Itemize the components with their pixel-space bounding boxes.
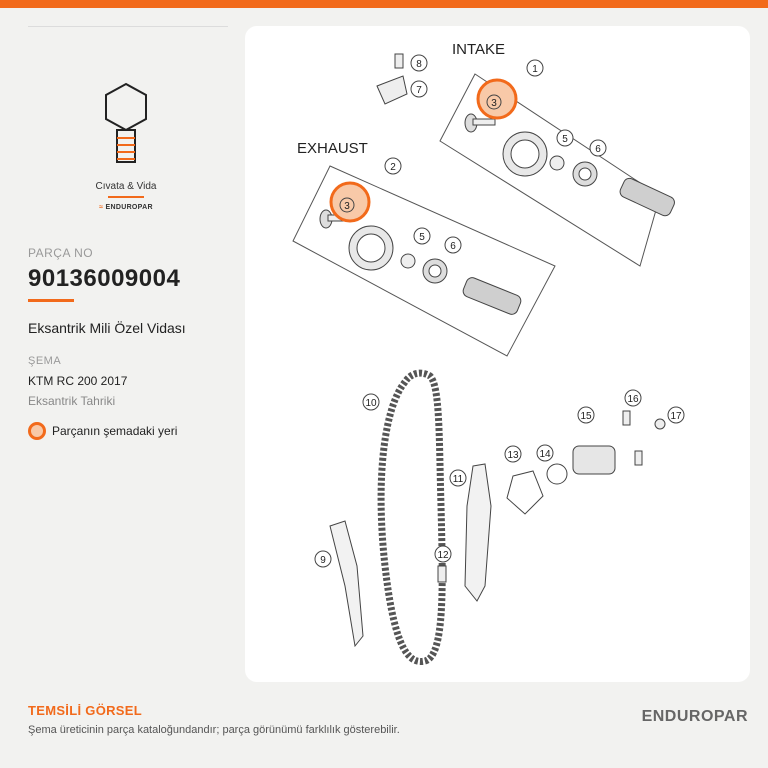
callout-12: 12 — [437, 550, 449, 561]
guide-rail — [330, 521, 363, 646]
legend — [28, 422, 177, 440]
sidebar-divider — [28, 26, 228, 27]
schema-label: ŞEMA — [28, 355, 62, 367]
exploded-diagram — [245, 26, 750, 682]
callout-7: 7 — [416, 85, 422, 96]
callout-5-intake: 5 — [562, 134, 568, 145]
callout-1: 1 — [532, 64, 538, 75]
part-7-bracket — [377, 76, 407, 104]
intake-frame — [440, 74, 660, 266]
category-underline — [108, 196, 144, 198]
callout-6-intake: 6 — [595, 144, 601, 155]
tensioner-rail — [465, 464, 491, 601]
schema-model: KTM RC 200 2017 — [28, 374, 128, 388]
part-16-bolt — [623, 411, 630, 425]
highlight-exhaust-screw — [331, 183, 369, 221]
part-17-plug — [655, 419, 665, 429]
callout-2: 2 — [390, 162, 396, 173]
chain-tensioner — [573, 446, 615, 474]
tensioner-gasket — [507, 471, 543, 514]
schema-group: Eksantrik Tahriki — [28, 394, 116, 408]
callout-10: 10 — [365, 398, 377, 409]
part-12-bolt — [438, 566, 446, 582]
top-accent-bar — [0, 0, 768, 8]
bolt-icon — [100, 82, 152, 166]
part-number-underline — [28, 299, 74, 302]
part-number: 90136009004 — [28, 265, 181, 292]
diagram-card — [245, 26, 750, 682]
callout-17: 17 — [670, 411, 682, 422]
part-number-label: PARÇA NO — [28, 246, 94, 260]
exhaust-washer — [401, 254, 415, 268]
callout-3-exhaust: 3 — [344, 201, 350, 212]
callout-3-intake: 3 — [491, 98, 497, 109]
legend-text: Parçanın şemadaki yeri — [52, 424, 178, 438]
exhaust-label: EXHAUST — [297, 140, 368, 157]
part-name: Eksantrik Mili Özel Vidası — [28, 320, 186, 336]
callout-11: 11 — [452, 474, 464, 485]
intake-label: INTAKE — [452, 41, 506, 58]
timing-chain — [381, 373, 442, 661]
o-ring — [547, 464, 567, 484]
brand-logo-small: ≈ ENDUROPAR — [99, 204, 153, 211]
callout-5-exhaust: 5 — [419, 232, 425, 243]
exhaust-camshaft — [461, 276, 522, 316]
part-16-bolt-2 — [635, 451, 642, 465]
footer-brand: ENDUROPAR — [641, 708, 748, 725]
part-8-bolt — [395, 54, 403, 68]
highlight-intake-screw — [478, 80, 516, 118]
footer-note: Şema üreticinin parça kataloğundandır; parça görünümü farklılık gösterebilir. — [28, 724, 400, 736]
footer-title: TEMSİLİ GÖRSEL — [28, 703, 142, 718]
highlight-marker-icon — [28, 422, 46, 440]
callout-13: 13 — [507, 450, 519, 461]
intake-washer — [550, 156, 564, 170]
category-label: Cıvata & Vida — [95, 181, 157, 192]
callout-14: 14 — [539, 449, 551, 460]
callout-9: 9 — [320, 555, 326, 566]
callout-15: 15 — [580, 411, 592, 422]
callout-6-exhaust: 6 — [450, 241, 456, 252]
callout-16: 16 — [627, 394, 639, 405]
intake-camshaft — [618, 176, 676, 217]
callout-8: 8 — [416, 59, 422, 70]
